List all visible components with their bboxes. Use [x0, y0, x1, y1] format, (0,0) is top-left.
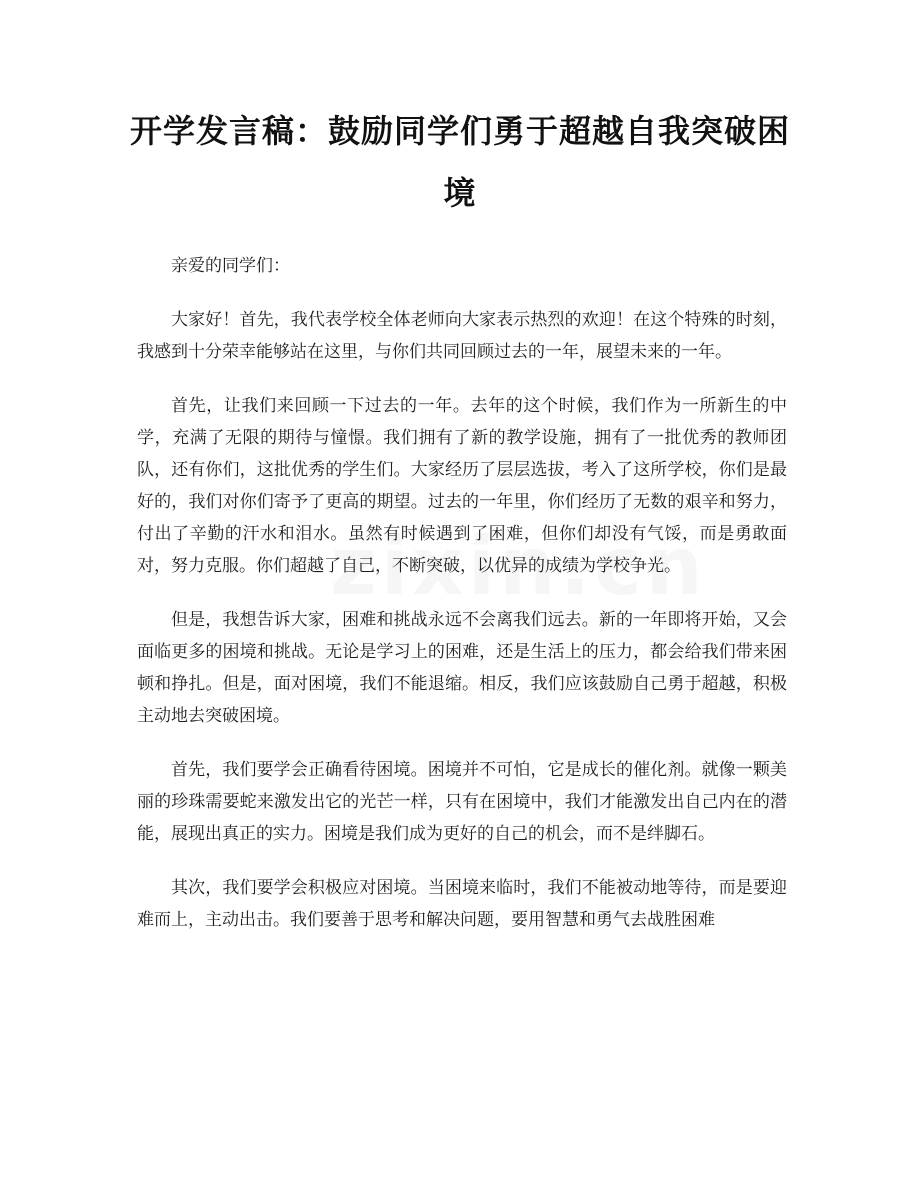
paragraph: 首先，让我们来回顾一下过去的一年。去年的这个时候，我们作为一所新生的中学，充满了无限的期待与憧憬。我们拥有了新的教学设施，拥有了一批优秀的教师团队，还有你们，这批优秀的学生们。大家经历了层层选拔，考入了这所学校，你们是最好的，我们对你们寄予了更高的期望。过去的一年里，你们经历了无数的艰辛和努力，付出了辛勤的汗水和泪水。虽然有时候遇到了困难，但你们却没有气馁，而是勇敢面对，努力克服。你们超越了自己，不断突破，以优异的成绩为学校争光。	[137, 396, 787, 576]
paragraph: 大家好！首先，我代表学校全体老师向大家表示热烈的欢迎！在这个特殊的时刻，我感到十分荣幸能够站在这里，与你们共同回顾过去的一年，展望未来的一年。	[137, 310, 787, 362]
paragraph: 亲爱的同学们：	[171, 256, 290, 276]
paragraph: 其次，我们要学会积极应对困境。当困境来临时，我们不能被动地等待，而是要迎难而上，主动出击。我们要善于思考和解决问题，要用智慧和勇气去战胜困难	[137, 878, 787, 930]
paragraph: 首先，我们要学会正确看待困境。困境并不可怕，它是成长的催化剂。就像一颗美丽的珍珠需要蛇来激发出它的光芒一样，只有在困境中，我们才能激发出自己内在的潜能，展现出真正的实力。困境是我们成为更好的自己的机会，而不是绊脚石。	[137, 760, 787, 844]
document-body	[137, 250, 787, 958]
document-title: 开学发言稿：鼓励同学们勇于超越自我突破困境	[129, 112, 790, 212]
paragraph: 但是，我想告诉大家，困难和挑战永远不会离我们远去。新的一年即将开始，又会面临更多的困境和挑战。无论是学习上的困难，还是生活上的压力，都会给我们带来困顿和挣扎。但是，面对困境，我们不能退缩。相反，我们应该鼓励自己勇于超越，积极主动地去突破困境。	[137, 610, 787, 726]
